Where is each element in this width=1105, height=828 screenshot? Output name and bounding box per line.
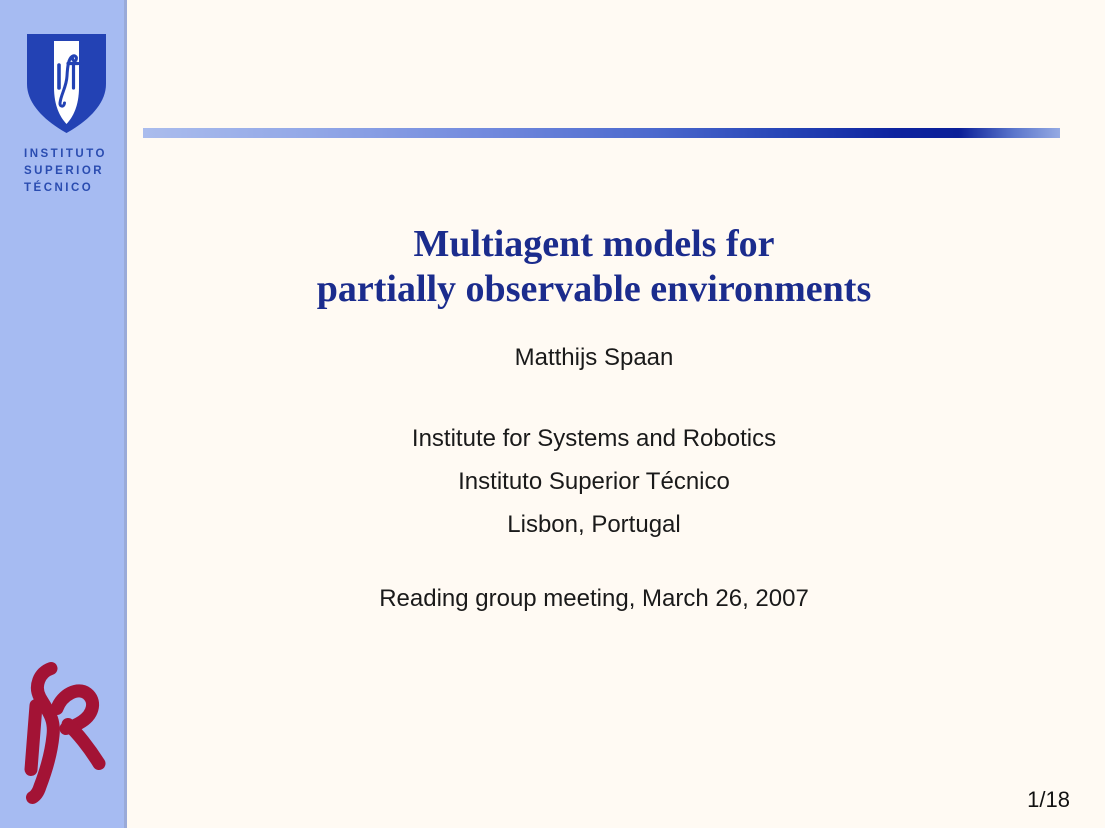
affiliation-line-institute: Institute for Systems and Robotics <box>411 425 777 452</box>
slide-title <box>128 222 1060 312</box>
ist-wordmark-line: INSTITUTO <box>24 148 107 160</box>
slide-title-line2: partially observable environments <box>316 268 872 310</box>
slide-title-line1: Multiagent models for <box>413 223 775 265</box>
event-line: Reading group meeting, March 26, 2007 <box>379 585 809 612</box>
affiliation-block <box>128 417 1060 546</box>
ist-wordmark-line: TÉCNICO <box>24 182 94 194</box>
author-name: Matthijs Spaan <box>514 344 674 371</box>
affiliation-line-university: Instituto Superior Técnico <box>458 468 730 495</box>
ist-wordmark-line: SUPERIOR <box>24 165 105 177</box>
ist-wordmark <box>24 146 107 197</box>
page-indicator: 1/18 <box>1027 787 1070 812</box>
affiliation-line-location: Lisbon, Portugal <box>507 511 681 538</box>
ist-shield-logo-icon <box>20 32 113 136</box>
sidebar <box>0 0 127 828</box>
isr-logo-icon <box>20 660 120 808</box>
slide-content <box>128 0 1060 828</box>
